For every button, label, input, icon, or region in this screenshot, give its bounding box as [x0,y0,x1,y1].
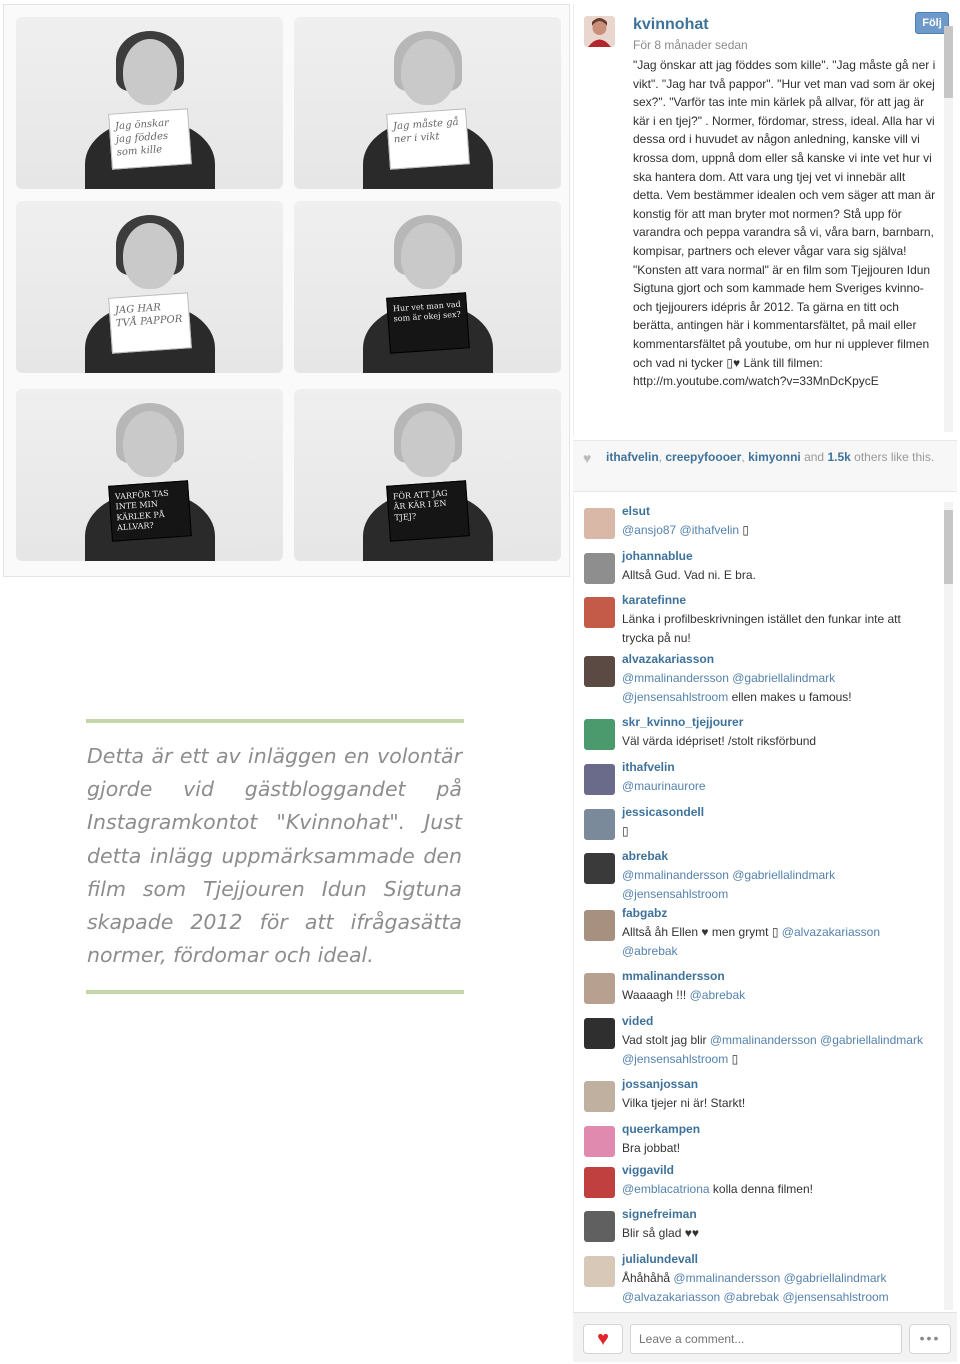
avatar[interactable] [584,656,615,687]
photo-4 [294,201,561,373]
comment-text [622,923,934,960]
avatar[interactable] [584,809,615,840]
follow-button[interactable]: Följ [915,12,949,34]
photo-collage [3,4,570,577]
mention-link[interactable]: @mmalinandersson @gabriellalindmark @jensensahlstroom [622,1033,923,1066]
comment-text [622,1094,934,1113]
avatar[interactable] [584,973,615,1004]
caption-top-rule [86,719,464,723]
liker[interactable]: creepyfoooer [665,450,742,464]
mention-link[interactable]: @ansjo87 @ithafvelin [622,523,740,537]
comment-text-segment: Länka i profilbeskrivningen istället den funkar inte att trycka på nu! [622,612,901,645]
mention-link[interactable]: @maurinaurore [622,779,706,793]
mention-link[interactable]: @mmalinandersson @gabriellalindmark @jensensahlstroom [622,868,836,901]
comment-text-segment: Åhåhåhå [622,1271,674,1285]
post-caption-text: "Jag önskar att jag föddes som kille". "Jag måste gå ner i vikt". "Jag har två pappor". "Hur vet man vad som är okej sex?". "Varför tas inte min kärlek på allvar, för att jag är kär i en tjej?" . Normer, fördomar, stress, ideal. Alla har vi dessa ord i huvudet av någon anledning, kanske vill vi krossa dom, uppnå dom eller så kanske vi inte vet hur vi ska hantera dom. Att vara ung tjej vet vi innebär allt detta. Vem bestämmer idealen och vem säger att man är konstig för att man bryter mot normen? Stå upp för varandra och peppa varandra så vi, våra barn, barnbarn, kompisar, partners och elever vågar vara sig själva! "Konsten att vara normal" är en film som Tjejjouren Idun Sigtuna gjort och som kammade hem Sveriges kvinno- och tjejjourers idépris år 2012. Ta gärna en titt och berätta, antingen här i kommentarsfältet, på mail eller kommentarsfältet på youtube, om hur ni upplever filmen och vad ni tycker [633,58,936,370]
comment-username[interactable]: ithafvelin [622,760,675,774]
sign-text: JAG HAR TVÅ PAPPOR [108,292,192,353]
comment-username[interactable]: fabgabz [622,906,668,920]
avatar[interactable] [584,508,615,539]
comment-username[interactable]: abrebak [622,849,669,863]
sign-text: VARFÖR TAS INTE MIN KÄRLEK PÅ ALLVAR? [108,480,192,541]
comment-text [622,822,934,841]
caption-bottom-rule [86,990,464,994]
comment-text [622,1269,934,1306]
comment-text-segment: Vilka tjejer ni är! Starkt! [622,1096,746,1110]
comment-text-segment: ▯ [739,523,750,537]
comment-username[interactable]: karatefinne [622,593,687,607]
comment-username[interactable]: julialundevall [622,1252,699,1266]
avatar[interactable] [584,1126,615,1157]
comment-footer [573,1312,957,1362]
comment-text-segment: Blir så glad ♥♥ [622,1226,699,1240]
comment-input[interactable] [630,1324,902,1354]
comment-text [622,866,934,903]
comment-text-segment: Bra jobbat! [622,1141,681,1155]
avatar[interactable] [584,597,615,628]
sign-text: Hur vet man vad som är okej sex? [386,292,470,353]
liker[interactable]: ithafvelin [606,450,659,464]
comment-text-segment: ellen makes u famous! [728,689,852,704]
avatar[interactable] [584,16,615,47]
comment-text [622,777,934,796]
comment-text-segment: ▯ [728,1051,739,1066]
post-scrollbar-thumb[interactable] [944,26,953,98]
comment-username[interactable]: skr_kvinno_tjejjourer [622,715,744,729]
comment-list [573,494,957,1314]
likes-bar [573,440,957,492]
comments-scrollbar-thumb[interactable] [944,510,953,584]
comment-text [622,732,934,751]
comment-text [622,1031,934,1068]
post-timestamp: För 8 månader sedan [633,38,748,52]
comment-text [622,610,934,647]
avatar[interactable] [584,853,615,884]
comments-scrollbar[interactable] [944,502,953,1310]
liker[interactable]: kimyonni [748,450,801,464]
comment-username[interactable]: jossanjossan [622,1077,699,1091]
sign-text: Jag måste gå ner i vikt [386,108,470,169]
avatar[interactable] [584,553,615,584]
comment-text [622,986,934,1005]
post-header [573,4,957,436]
caption-text: Detta är ett av inläggen en volontär gjorde vid gästbloggandet på Instagramkontot "Kvinnohat". Just detta inlägg uppmärksammade den film som Tjejjouren Idun Sigtuna skapade 2012 för att ifrågasätta normer, fördomar och ideal. [87,744,462,968]
avatar[interactable] [584,1167,615,1198]
comment-username[interactable]: elsut [622,504,651,518]
comment-text [622,669,934,706]
heart-icon: ♥ [583,450,592,466]
photo-5 [16,389,283,561]
sign-text: FÖR ATT JAG ÄR KÄR I EN TJEJ? [386,480,470,541]
photo-6 [294,389,561,561]
sign-text: Jag önskar jag föddes som kille [108,108,192,169]
avatar[interactable] [584,1018,615,1049]
mention-link[interactable]: @abrebak [689,988,746,1002]
comment-text-segment: Waaaagh !!! [622,988,690,1002]
youtube-link[interactable]: http://m.youtube.com/watch?v=33MnDcKpycE [633,374,879,389]
mention-link[interactable]: @emblacatriona [622,1182,710,1196]
photo-3 [16,201,283,373]
comment-username[interactable]: alvazakariasson [622,652,715,666]
mention-link[interactable]: @mmalinandersson @gabriellalindmark @alvazakariasson @abrebak @jensensahlstroom [622,1271,889,1304]
post-caption [633,56,937,391]
photo-2 [294,17,561,189]
comment-text [622,566,934,585]
comment-username[interactable]: johannablue [622,549,693,563]
instagram-post-panel [573,4,957,1362]
comment-username[interactable]: jessicasondell [622,805,705,819]
avatar[interactable] [584,1256,615,1287]
avatar[interactable] [584,1081,615,1112]
avatar[interactable] [584,764,615,795]
comment-text [622,1224,934,1243]
photo-1 [16,17,283,189]
post-link-prefix: ▯♥ Länk till filmen: [726,355,823,370]
like-button[interactable] [583,1324,623,1354]
mention-link[interactable]: @alvazakariasson @abrebak [622,925,881,958]
comment-text-segment: ▯ [622,824,629,838]
likes-text: ithafvelin, creepyfoooer, kimyonni and 1.5k others like this. [606,450,935,464]
heart-icon: ♥ [597,1328,609,1350]
comment-text [622,1139,934,1158]
post-username[interactable]: kvinnohat [633,16,709,33]
comment-text-segment: Vad stolt jag blir [622,1033,710,1047]
likes-count[interactable]: 1.5k [827,450,851,464]
avatar[interactable] [584,719,615,750]
more-options-button[interactable]: ••• [909,1324,951,1354]
comment-username[interactable]: mmalinandersson [622,969,725,983]
comment-username[interactable]: queerkampen [622,1122,701,1136]
comment-username[interactable]: vided [622,1014,654,1028]
comment-text-segment: Väl värda idépriset! /stolt riksförbund [622,734,817,748]
comment-text-segment: Alltså Gud. Vad ni. E bra. [622,568,756,582]
comment-username[interactable]: signefreiman [622,1207,697,1221]
comment-text-segment: Alltså åh Ellen ♥ men grymt ▯ [622,925,782,939]
avatar[interactable] [584,910,615,941]
comment-username[interactable]: viggavild [622,1163,675,1177]
comment-text-segment: kolla denna filmen! [709,1182,813,1196]
comment-text [622,1180,934,1199]
mention-link[interactable]: @mmalinandersson @gabriellalindmark @jensensahlstroom [622,671,836,704]
avatar[interactable] [584,1211,615,1242]
comment-text [622,521,934,540]
